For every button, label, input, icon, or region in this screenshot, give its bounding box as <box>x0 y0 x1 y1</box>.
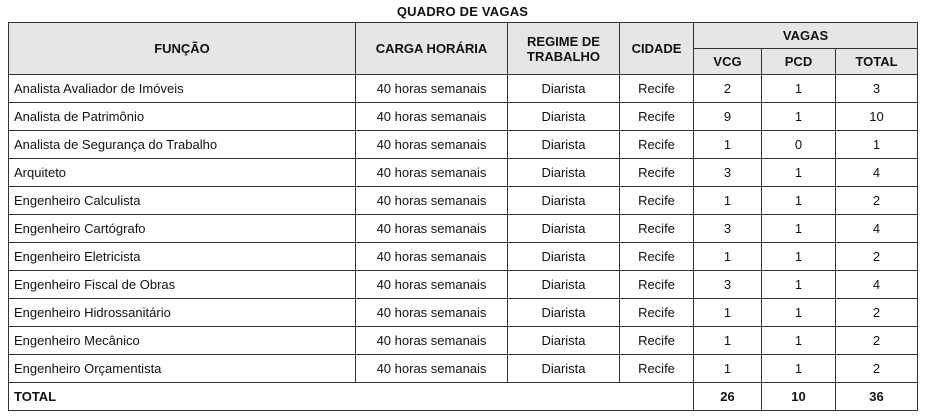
header-regime-de-trabalho <box>508 23 620 75</box>
cell-vcg: 2 <box>694 75 762 103</box>
cell-cidade: Recife <box>620 243 694 271</box>
table-row <box>9 243 918 271</box>
cell-carga: 40 horas semanais <box>356 159 508 187</box>
cell-vcg: 1 <box>694 243 762 271</box>
cell-pcd: 1 <box>762 103 836 131</box>
cell-funcao: Engenheiro Calculista <box>9 187 356 215</box>
cell-funcao: Engenheiro Orçamentista <box>9 355 356 383</box>
totals-pcd: 10 <box>762 383 836 411</box>
cell-carga: 40 horas semanais <box>356 243 508 271</box>
cell-total: 4 <box>836 159 918 187</box>
table-row <box>9 271 918 299</box>
cell-funcao: Engenheiro Hidrossanitário <box>9 299 356 327</box>
cell-regime: Diarista <box>508 355 620 383</box>
cell-vcg: 1 <box>694 131 762 159</box>
header-cidade: CIDADE <box>620 23 694 75</box>
cell-vcg: 1 <box>694 187 762 215</box>
totals-vcg: 26 <box>694 383 762 411</box>
cell-funcao: Engenheiro Cartógrafo <box>9 215 356 243</box>
table-row <box>9 75 918 103</box>
cell-pcd: 1 <box>762 327 836 355</box>
cell-vcg: 1 <box>694 327 762 355</box>
cell-funcao: Analista Avaliador de Imóveis <box>9 75 356 103</box>
cell-carga: 40 horas semanais <box>356 355 508 383</box>
header-funcao: FUNÇÃO <box>9 23 356 75</box>
cell-funcao: Analista de Segurança do Trabalho <box>9 131 356 159</box>
header-vagas: VAGAS <box>694 23 918 49</box>
cell-carga: 40 horas semanais <box>356 131 508 159</box>
table-row <box>9 103 918 131</box>
cell-pcd: 1 <box>762 159 836 187</box>
cell-pcd: 1 <box>762 271 836 299</box>
cell-funcao: Engenheiro Mecânico <box>9 327 356 355</box>
header-carga-horaria: CARGA HORÁRIA <box>356 23 508 75</box>
cell-pcd: 1 <box>762 243 836 271</box>
cell-regime: Diarista <box>508 75 620 103</box>
table-row <box>9 131 918 159</box>
cell-regime: Diarista <box>508 215 620 243</box>
cell-total: 1 <box>836 131 918 159</box>
cell-regime: Diarista <box>508 103 620 131</box>
cell-total: 2 <box>836 243 918 271</box>
cell-funcao: Arquiteto <box>9 159 356 187</box>
cell-vcg: 3 <box>694 271 762 299</box>
cell-pcd: 1 <box>762 187 836 215</box>
totals-total: 36 <box>836 383 918 411</box>
cell-funcao: Engenheiro Eletricista <box>9 243 356 271</box>
cell-regime: Diarista <box>508 271 620 299</box>
cell-total: 3 <box>836 75 918 103</box>
table-row <box>9 159 918 187</box>
table-title: QUADRO DE VAGAS <box>396 4 529 19</box>
totals-label: TOTAL <box>9 383 694 411</box>
cell-carga: 40 horas semanais <box>356 103 508 131</box>
cell-cidade: Recife <box>620 131 694 159</box>
cell-cidade: Recife <box>620 159 694 187</box>
cell-total: 2 <box>836 187 918 215</box>
cell-regime: Diarista <box>508 159 620 187</box>
cell-carga: 40 horas semanais <box>356 327 508 355</box>
cell-regime: Diarista <box>508 187 620 215</box>
vacancies-table <box>8 22 918 411</box>
cell-carga: 40 horas semanais <box>356 215 508 243</box>
cell-total: 2 <box>836 299 918 327</box>
cell-vcg: 1 <box>694 299 762 327</box>
cell-total: 2 <box>836 355 918 383</box>
cell-pcd: 0 <box>762 131 836 159</box>
table-row <box>9 187 918 215</box>
cell-cidade: Recife <box>620 103 694 131</box>
cell-pcd: 1 <box>762 299 836 327</box>
header-vcg: VCG <box>694 49 762 75</box>
cell-total: 10 <box>836 103 918 131</box>
header-pcd: PCD <box>762 49 836 75</box>
cell-cidade: Recife <box>620 75 694 103</box>
cell-cidade: Recife <box>620 299 694 327</box>
cell-regime: Diarista <box>508 327 620 355</box>
totals-row <box>9 383 918 411</box>
cell-cidade: Recife <box>620 271 694 299</box>
cell-pcd: 1 <box>762 75 836 103</box>
cell-pcd: 1 <box>762 215 836 243</box>
cell-total: 4 <box>836 215 918 243</box>
cell-vcg: 3 <box>694 159 762 187</box>
cell-total: 2 <box>836 327 918 355</box>
cell-carga: 40 horas semanais <box>356 271 508 299</box>
cell-funcao: Engenheiro Fiscal de Obras <box>9 271 356 299</box>
cell-carga: 40 horas semanais <box>356 187 508 215</box>
cell-vcg: 3 <box>694 215 762 243</box>
cell-cidade: Recife <box>620 355 694 383</box>
table-row <box>9 215 918 243</box>
table-row <box>9 355 918 383</box>
table-row <box>9 327 918 355</box>
cell-cidade: Recife <box>620 327 694 355</box>
header-regime-line2: TRABALHO <box>527 48 600 64</box>
table-row <box>9 299 918 327</box>
cell-regime: Diarista <box>508 243 620 271</box>
cell-carga: 40 horas semanais <box>356 75 508 103</box>
cell-regime: Diarista <box>508 299 620 327</box>
cell-funcao: Analista de Patrimônio <box>9 103 356 131</box>
cell-carga: 40 horas semanais <box>356 299 508 327</box>
cell-cidade: Recife <box>620 187 694 215</box>
cell-total: 4 <box>836 271 918 299</box>
cell-vcg: 1 <box>694 355 762 383</box>
cell-pcd: 1 <box>762 355 836 383</box>
cell-vcg: 9 <box>694 103 762 131</box>
header-regime-line1: REGIME DE <box>527 33 600 49</box>
cell-cidade: Recife <box>620 215 694 243</box>
cell-regime: Diarista <box>508 131 620 159</box>
header-total: TOTAL <box>836 49 918 75</box>
